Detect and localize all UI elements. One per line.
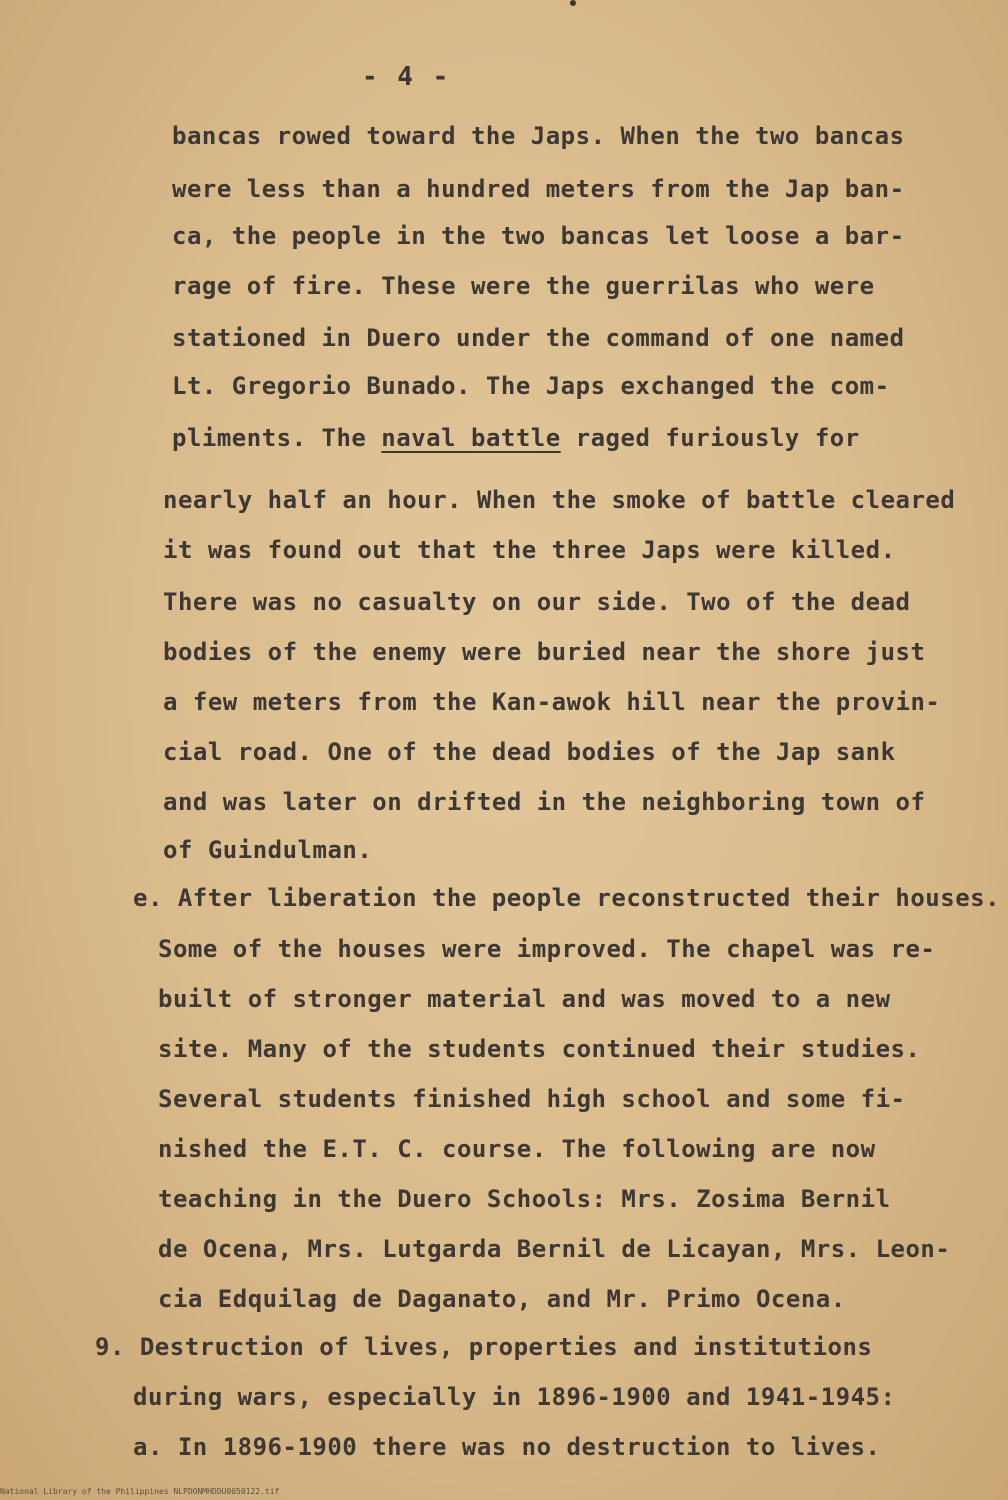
text-line: it was found out that the three Japs were killed. xyxy=(163,536,896,564)
text-line: and was later on drifted in the neighboring town of xyxy=(163,788,926,816)
text-line: nearly half an hour. When the smoke of battle cleared xyxy=(163,486,956,514)
ink-dot xyxy=(570,0,576,6)
text-line: teaching in the Duero Schools: Mrs. Zosima Bernil xyxy=(158,1185,891,1213)
text-line: e. After liberation the people reconstructed their houses. xyxy=(133,884,1001,912)
text-line: of Guindulman. xyxy=(163,836,373,864)
text-line: 9. Destruction of lives, properties and institutions xyxy=(95,1333,873,1361)
text-line: a few meters from the Kan-awok hill near the provin- xyxy=(163,688,941,716)
text-line: cial road. One of the dead bodies of the Jap sank xyxy=(163,738,896,766)
text-line: site. Many of the students continued their studies. xyxy=(158,1035,921,1063)
text-line: stationed in Duero under the command of one named xyxy=(172,324,905,352)
text-segment: pliments. The xyxy=(172,424,367,452)
underlined-phrase: naval battle xyxy=(381,424,561,452)
text-line: de Ocena, Mrs. Lutgarda Bernil de Licayan, Mrs. Leon- xyxy=(158,1235,951,1263)
text-line: bodies of the enemy were buried near the shore just xyxy=(163,638,926,666)
text-line: a. In 1896-1900 there was no destruction to lives. xyxy=(133,1433,881,1461)
text-segment: raged furiously for xyxy=(575,424,860,452)
text-line: rage of fire. These were the guerrilas who were xyxy=(172,272,875,300)
text-line: during wars, especially in 1896-1900 and 1941-1945: xyxy=(133,1383,896,1411)
archive-footer: National Library of the Philippines NLPDONMHDDU0050122.tif xyxy=(0,1487,280,1496)
text-line: were less than a hundred meters from the Jap ban- xyxy=(172,175,905,203)
text-line: built of stronger material and was moved to a new xyxy=(158,985,891,1013)
text-line: ca, the people in the two bancas let loose a bar- xyxy=(172,222,905,250)
text-line: Lt. Gregorio Bunado. The Japs exchanged the com- xyxy=(172,372,890,400)
text-line: Some of the houses were improved. The chapel was re- xyxy=(158,935,936,963)
text-line: Several students finished high school and some fi- xyxy=(158,1085,906,1113)
text-line: bancas rowed toward the Japs. When the two bancas xyxy=(172,122,905,150)
text-line: There was no casualty on our side. Two of the dead xyxy=(163,588,911,616)
page-number: - 4 - xyxy=(362,62,451,92)
text-line: nished the E.T. C. course. The following are now xyxy=(158,1135,876,1163)
text-line: cia Edquilag de Daganato, and Mr. Primo Ocena. xyxy=(158,1285,846,1313)
text-line-with-underline xyxy=(172,424,860,452)
